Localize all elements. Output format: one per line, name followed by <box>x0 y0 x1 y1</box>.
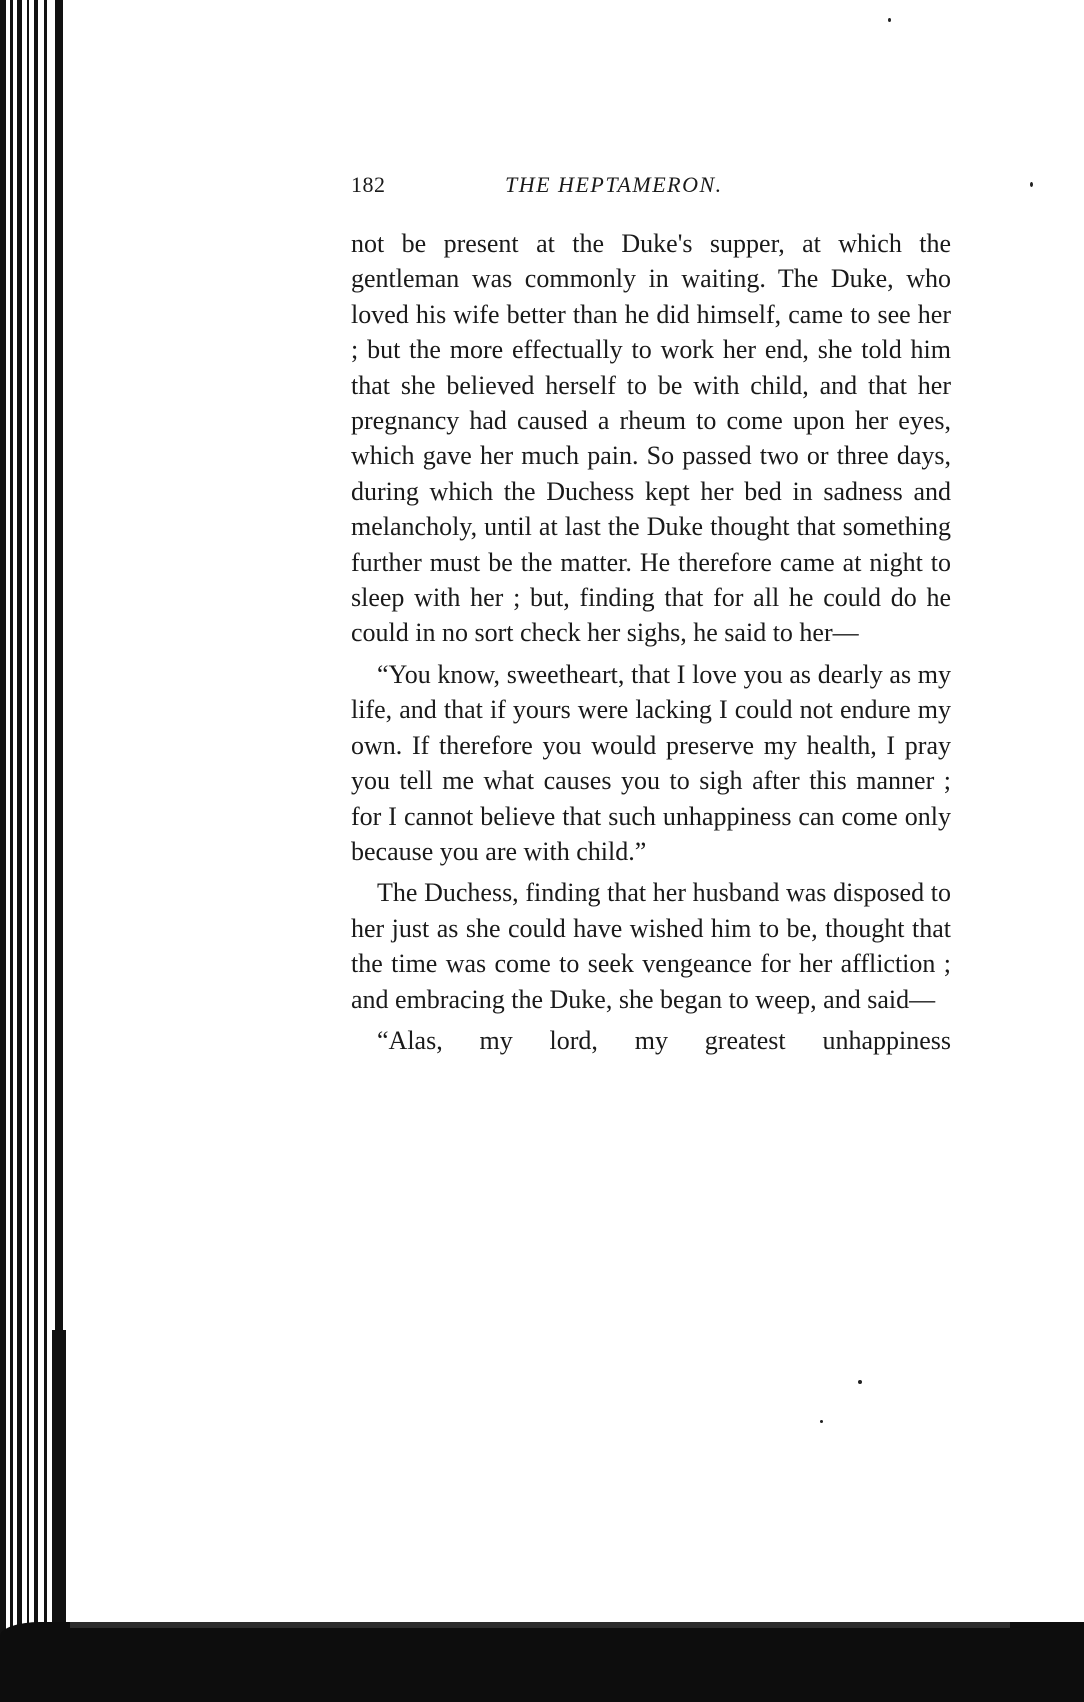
scan-speck <box>1030 182 1033 187</box>
paragraph: “Alas, my lord, my greatest unhappiness <box>377 1025 951 1055</box>
page-number: 182 <box>351 172 386 197</box>
paragraph: not be present at the Duke's supper, at which the gentleman was commonly in waiting. The Duke, who loved his wife better than he did himself, came to see her ; but the more effectually to work her end, she told him that she believed herself to be with child, and that her pregnancy had caused a rheum to come upon her eyes, which gave her much pain. So passed two or three days, during which the Duchess kept her bed in sadness and melancholy, until at last the Duke thought that something further must be the matter. He therefore came at night to sleep with her ; but, finding that for all he could do he could in no sort check her sighs, he said to her— <box>351 229 951 648</box>
running-head <box>351 172 951 202</box>
scan-speck <box>858 1380 862 1384</box>
paragraph: “You know, sweetheart, that I love you as dearly as my life, and that if yours were lacking I could not endure my own. If therefore you would preserve my health, I pray you tell me what causes you to sigh after this manner ; for I cannot believe that such unhappiness can come only because you are with child.” <box>351 659 951 866</box>
body-text <box>351 226 951 1058</box>
page-bottom-edge <box>0 1622 1084 1702</box>
scan-speck <box>820 1420 823 1423</box>
book-gutter <box>0 0 70 1702</box>
paragraph: The Duchess, finding that her husband was disposed to her just as she could have wished him to be, thought that the time was come to seek vengeance for her affliction ; and embracing the Duke, she began to weep, and said— <box>351 878 951 1014</box>
scan-speck <box>888 18 891 22</box>
running-title: THE HEPTAMERON. <box>505 172 723 197</box>
